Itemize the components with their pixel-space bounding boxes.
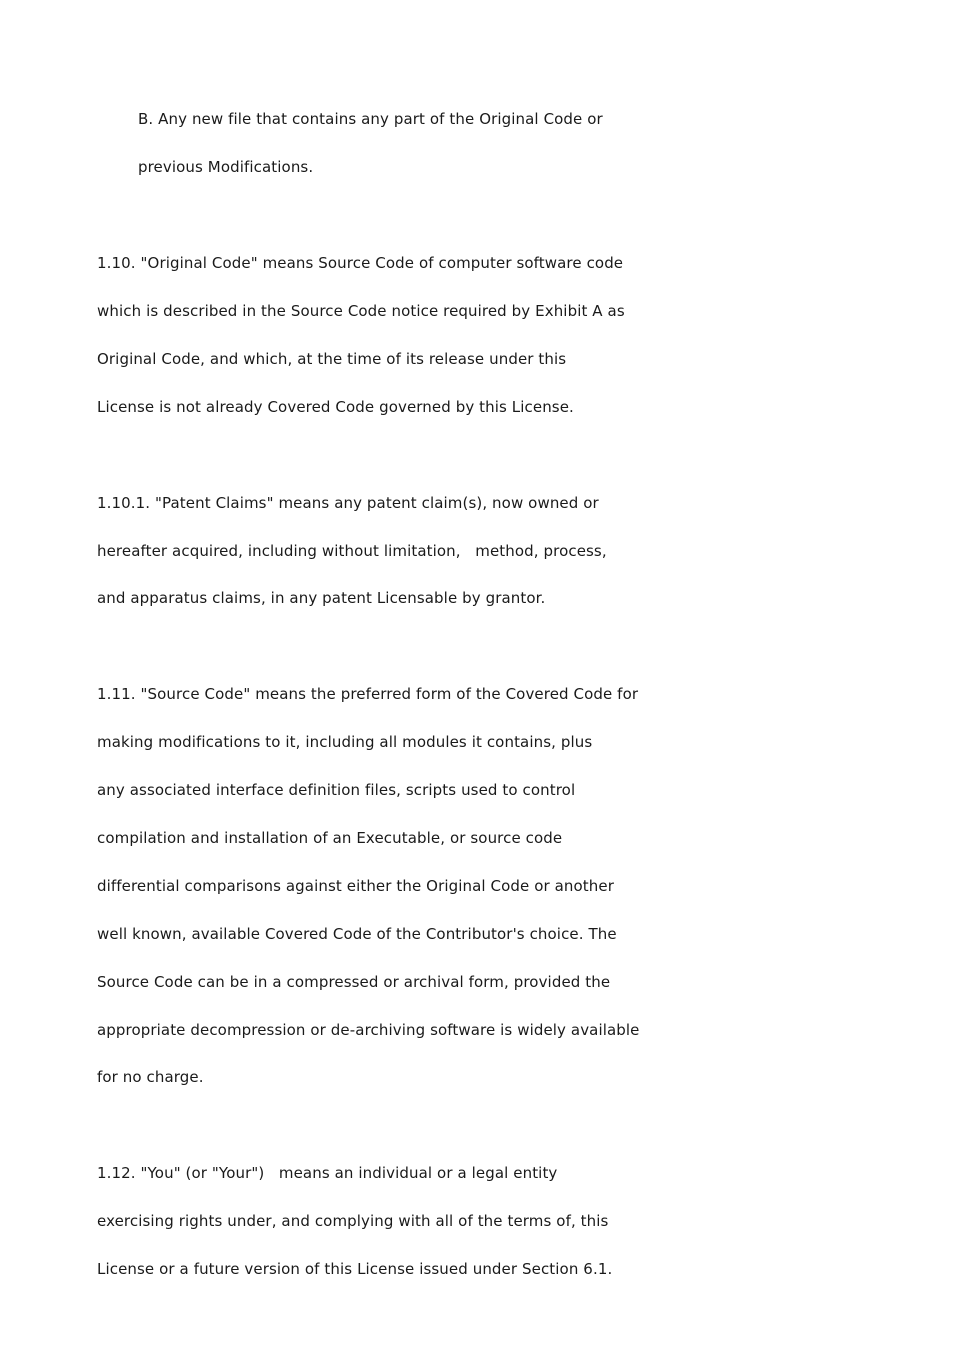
text-line: and apparatus claims, in any patent Licensable by grantor. bbox=[97, 589, 546, 607]
text-line: any associated interface definition files, scripts used to control bbox=[97, 781, 576, 799]
text-line: appropriate decompression or de-archiving software is widely available bbox=[97, 1021, 640, 1039]
text-line: Source Code can be in a compressed or archival form, provided the bbox=[97, 973, 611, 991]
text-line: well known, available Covered Code of the Contributor's choice. The bbox=[97, 925, 617, 943]
text-line: hereafter acquired, including without limitation, method, process, bbox=[97, 542, 607, 560]
text-line: 1.11. "Source Code" means the preferred form of the Covered Code for bbox=[97, 685, 639, 703]
text-line: for no charge. bbox=[97, 1068, 204, 1086]
text-line: B. Any new file that contains any part of the Original Code or bbox=[138, 110, 603, 128]
text-line: 1.10.1. "Patent Claims" means any patent claim(s), now owned or bbox=[97, 494, 599, 512]
text-line: 1.10. "Original Code" means Source Code of computer software code bbox=[97, 254, 624, 272]
text-line: exercising rights under, and complying with all of the terms of, this bbox=[97, 1212, 609, 1230]
text-line: making modifications to it, including all modules it contains, plus bbox=[97, 733, 593, 751]
text-line: previous Modifications. bbox=[138, 158, 314, 176]
text-line: which is described in the Source Code notice required by Exhibit A as bbox=[97, 302, 625, 320]
text-line: License or a future version of this License issued under Section 6.1. bbox=[97, 1260, 613, 1278]
text-line: differential comparisons against either the Original Code or another bbox=[97, 877, 614, 895]
text-line: Original Code, and which, at the time of its release under this bbox=[97, 350, 567, 368]
text-line: 1.12. "You" (or "Your") means an individual or a legal entity bbox=[97, 1164, 558, 1182]
text-line: License is not already Covered Code governed by this License. bbox=[97, 398, 574, 416]
text-line: compilation and installation of an Executable, or source code bbox=[97, 829, 563, 847]
